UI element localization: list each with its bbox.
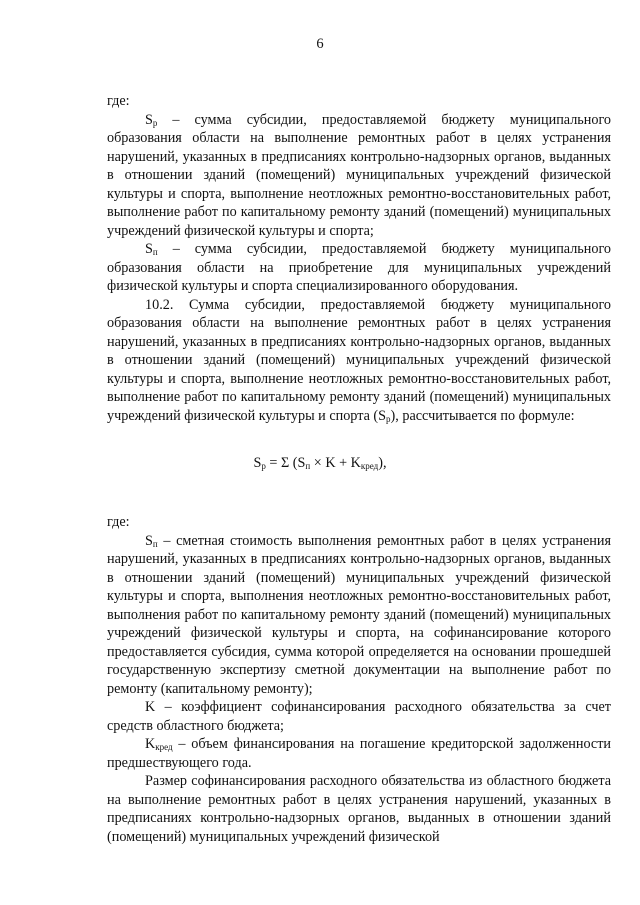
- subscript-r: р: [386, 413, 391, 424]
- formula-lhs-sub: р: [261, 461, 266, 471]
- formula-middle: = Σ (S: [265, 455, 306, 471]
- text-block-bottom: [107, 513, 611, 846]
- symbol-s: S: [145, 111, 153, 128]
- symbol-k: K: [145, 736, 156, 752]
- definition-sn: [107, 532, 611, 699]
- definition-sn-text: – сметная стоимость выполнения ремонтных работ в целях устранения нарушений, указанных в предписаниях контрольно-надзорных органов, выданных в отношении зданий (помещений) муниципальных учреждений физической культуры и спорта, выполнения неотложных ремонтно-восстановительных работ, выполнения работ по капитальному ремонту зданий (помещений) муниципальных учреждений физической культуры и спорта, на софинансирование которого предоставляется субсидия, сумма которой определяется на основании прошедшей государственную экспертизу сметной документации на выполнение работ по ремонту (капитальному ремонту);: [107, 532, 611, 697]
- clause-tail: ), рассчитывается по формуле:: [390, 407, 575, 424]
- formula-sn-sub: п: [305, 461, 311, 471]
- page-number: 6: [316, 36, 324, 52]
- cofinancing-paragraph: Размер софинансирования расходного обязательства из областного бюджета на выполнение ремонтных работ в целях устранения нарушений, указанных в предписаниях контрольно-надзорных органов, выданных в отношении зданий (помещений) муниципальных учреждений физической: [107, 773, 611, 845]
- formula: [0, 455, 640, 472]
- clause-text: 10.2. Сумма субсидии, предоставляемой бюджету муниципального образования области на выполнение ремонтных работ в целях устранения нарушений, указанных в предписаниях контрольно-надзорных органов, выданных в отношении зданий (помещений) муниципальных учреждений физической культуры и спорта, выполнение неотложных ремонтно-восстановительных работ, выполнение работ по капитальному ремонту зданий (помещений) муниципальных учреждений физической культуры и спорта (: [107, 296, 611, 424]
- formula-kred-sub: кред: [360, 461, 379, 471]
- definition-kred-text: – объем финансирования на погашение кредиторской задолженности предшествующего года.: [107, 736, 611, 771]
- symbol-s: S: [145, 241, 153, 257]
- symbol-s: S: [378, 407, 387, 424]
- symbol-s: S: [145, 532, 153, 549]
- definition-kred: [107, 735, 611, 772]
- definition-sr: [107, 111, 611, 241]
- formula-times-k: × K + K: [310, 455, 361, 471]
- definition-sr-text: – сумма субсидии, предоставляемой бюджету муниципального образования области на выполнение ремонтных работ в целях устранения нарушений, указанных в предписаниях контрольно-надзорных органов, выданных в отношении зданий (помещений) муниципальных учреждений физической культуры и спорта, выполнение неотложных ремонтно-восстановительных работ, выполнение работ по капитальному ремонту зданий (помещений) муниципальных учреждений физической культуры и спорта;: [107, 111, 611, 239]
- subscript-r: р: [152, 117, 158, 128]
- definition-k: K – коэффициент софинансирования расходного обязательства за счет средств областного бюджета;: [107, 699, 611, 734]
- subscript-p: п: [152, 538, 158, 549]
- definition-sp: [107, 240, 611, 296]
- text-block-top: [107, 92, 611, 425]
- where-label: где:: [107, 514, 130, 530]
- subscript-p: п: [152, 247, 158, 257]
- formula-tail: ),: [378, 455, 387, 471]
- subscript-kred: кред: [155, 742, 173, 752]
- formula-lhs: S: [253, 455, 262, 471]
- clause-10-2: [107, 296, 611, 426]
- where-label: где:: [107, 93, 130, 109]
- definition-sp-text: – сумма субсидии, предоставляемой бюджету муниципального образования области на приобретение для муниципальных учреждений физической культуры и спорта специализированного оборудования.: [107, 241, 611, 294]
